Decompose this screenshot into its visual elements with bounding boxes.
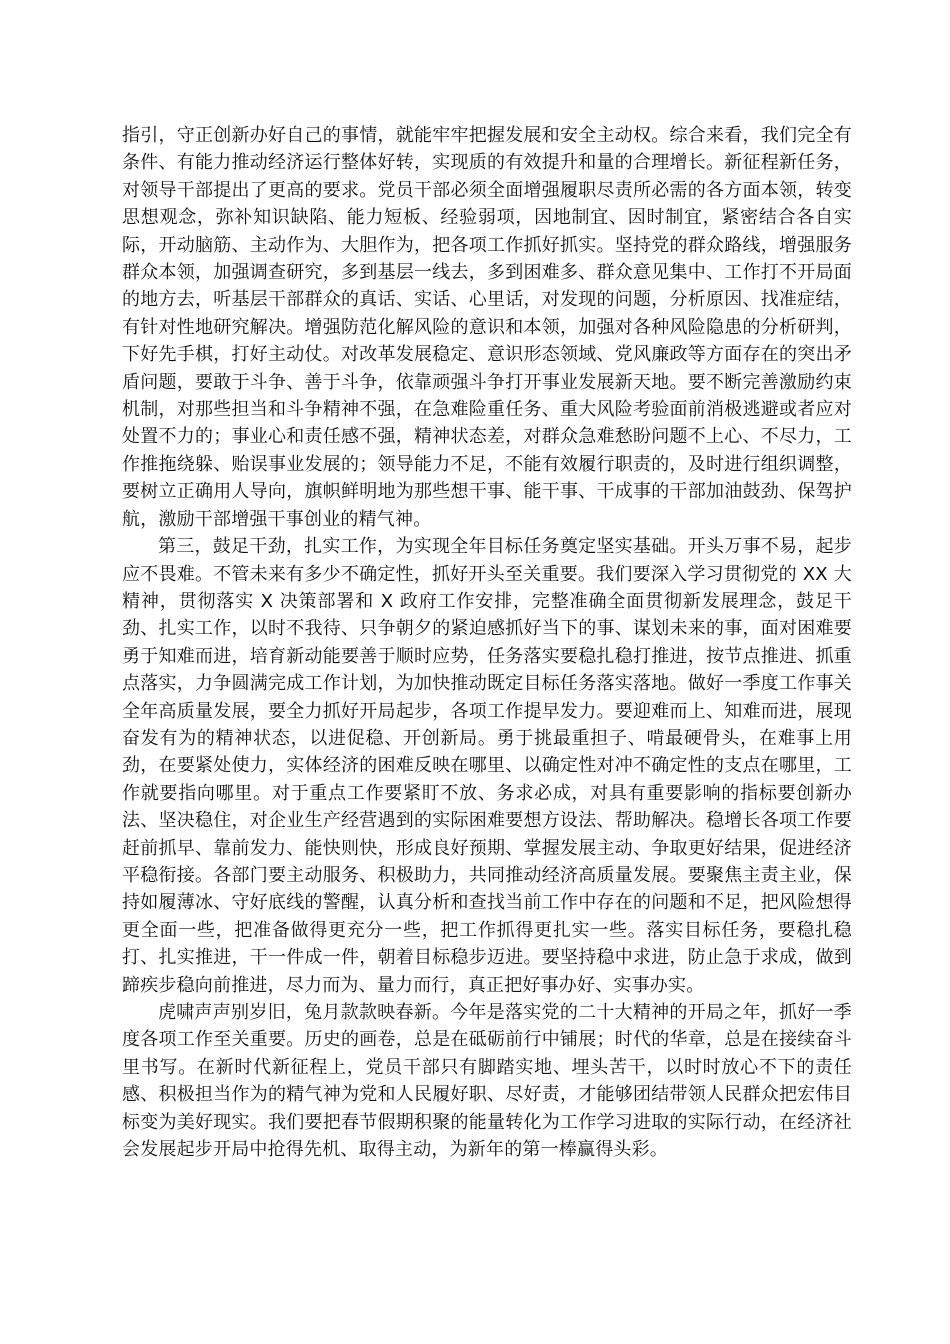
paragraph-3: 虎啸声声别岁旧，兔月款款映春新。今年是落实党的二十大精神的开局之年，抓好一季度各项工作至关重要。历史的画卷，总是在砥砺前行中铺展；时代的华章，总是在接续奋斗里书写。在新时代新征程上，党员干部只有脚踏实地、埋头苦干，以时时放心不下的责任感、积极担当作为的精气神为党和人民履好职、尽好责，才能够团结带领人民群众把宏伟目标变为美好现实。我们要把春节假期积聚的能量转化为工作学习进取的实际行动，在经济社会发展起步开局中抢得先机、取得主动，为新年的第一棒赢得头彩。 bbox=[122, 1002, 852, 1161]
paragraph-1: 指引，守正创新办好自己的事情，就能牢牢把握发展和安全主动权。综合来看，我们完全有条件、有能力推动经济运行整体好转，实现质的有效提升和量的合理增长。新征程新任务，对领导干部提出了更高的要求。党员干部必须全面增强履职尽责所必需的各方面本领，转变思想观念，弥补知识缺陷、能力短板、经验弱项，因地制宜、因时制宜，紧密结合各自实际，开动脑筋、主动作为、大胆作为，把各项工作抓好抓实。坚持党的群众路线，增强服务群众本领，加强调查研究，多到基层一线去，多到困难多、群众意见集中、工作打不开局面的地方去，听基层干部群众的真话、实话、心里话，对发现的问题，分析原因、找准症结，有针对性地研究解决。增强防范化解风险的意识和本领，加强对各种风险隐患的分析研判，下好先手棋，打好主动仗。对改革发展稳定、意识形态领域、党风廉政等方面存在的突出矛盾问题，要敢于斗争、善于斗争，依靠顽强斗争打开事业发展新天地。要不断完善激励约束机制，对那些担当和斗争精神不强，在急难险重任务、重大风险考验面前消极逃避或者应对处置不力的；事业心和责任感不强，精神状态差，对群众急难愁盼问题不上心、不尽力，工作推拖绕躲、贻误事业发展的；领导能力不足，不能有效履行职责的，及时进行组织调整，要树立正确用人导向，旗帜鲜明地为那些想干事、能干事、干成事的干部加油鼓劲、保驾护航，激励干部增强干事创业的精气神。 bbox=[122, 125, 852, 530]
paragraph-2: 第三，鼓足干劲，扎实工作，为实现全年目标任务奠定坚实基础。开头万事不易，起步应不畏难。不管未来有多少不确定性，抓好开头至关重要。我们要深入学习贯彻党的 XX 大精神，贯彻落实 X 决策部署和 X 政府工作安排，完整准确全面贯彻新发展理念，鼓足干劲、扎实工作，以时不我待、只争朝夕的紧迫感抓好当下的事、谋划未来的事，面对困难要勇于知难而进，培育新动能要善于顺时应势，任务落实要稳扎稳打推进，按节点推进、抓重点落实，力争圆满完成工作计划，为加快推动既定目标任务落实落地。做好一季度工作事关全年高质量发展，要全力抓好开局起步，各项工作提早发力。要迎难而上、知难而进，展现奋发有为的精神状态，以进促稳、开创新局。勇于挑最重担子、啃最硬骨头，在难事上用劲，在要紧处使力，实体经济的困难反映在哪里、以确定性对冲不确定性的支点在哪里，工作就要指向哪里。对于重点工作要紧盯不放、务求必成，对具有重要影响的指标要创新办法、坚决稳住，对企业生产经营遇到的实际困难要想方设法、帮助解决。稳增长各项工作要赶前抓早、靠前发力、能快则快，形成良好预期、掌握发展主动、争取更好结果，促进经济平稳衔接。各部门要主动服务、积极助力，共同推动经济高质量发展。要聚焦主责主业，保持如履薄冰、守好底线的警醒，认真分析和查找当前工作中存在的问题和不足，把风险想得更全面一些，把准备做得更充分一些，把工作抓得更扎实一些。落实目标任务，要稳扎稳打、扎实推进，干一件成一件，朝着目标稳步迈进。要坚持稳中求进，防止急于求成，做到蹄疾步稳向前推进，尽力而为、量力而行，真正把好事办好、实事办实。 bbox=[122, 536, 852, 996]
document-body bbox=[122, 122, 852, 1163]
